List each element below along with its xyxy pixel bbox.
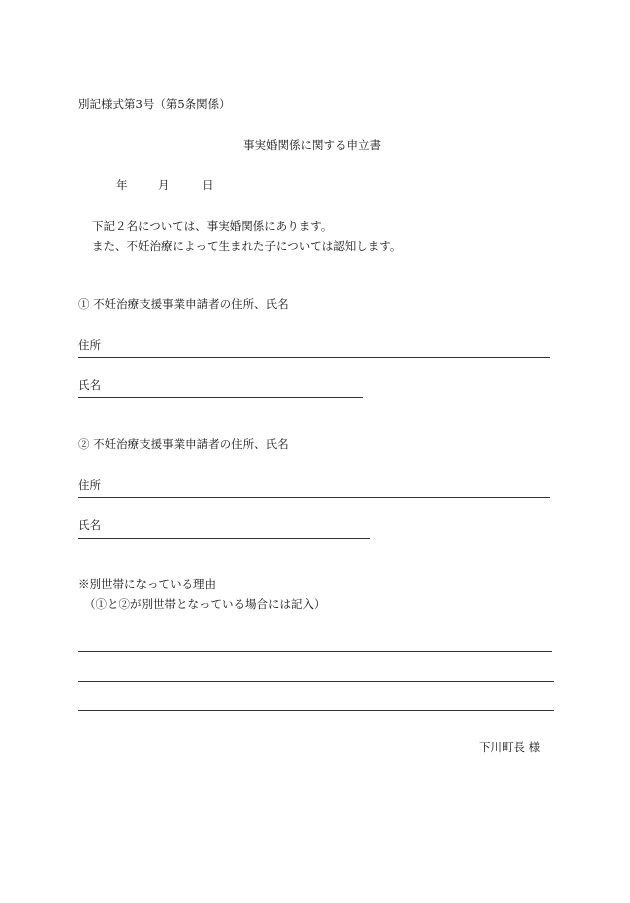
month-label: 月 xyxy=(158,178,170,192)
year-label: 年 xyxy=(116,178,128,192)
reason-line-3[interactable] xyxy=(78,710,554,711)
applicant-2-name-line[interactable] xyxy=(78,538,370,539)
applicant-1-address-line[interactable] xyxy=(78,357,550,358)
addressee: 下川町長 様 xyxy=(479,740,541,754)
applicant-1-heading: ① 不妊治療支援事業申請者の住所、氏名 xyxy=(78,297,289,311)
applicant-2-address-line[interactable] xyxy=(78,497,550,498)
day-label: 日 xyxy=(202,178,214,192)
applicant-2-name-label: 氏名 xyxy=(78,518,101,532)
applicant-1-address-label: 住所 xyxy=(78,338,101,352)
reason-line-2[interactable] xyxy=(78,681,554,682)
form-title: 事実婚関係に関する申立書 xyxy=(243,138,381,152)
form-number: 別記様式第3号（第5条関係） xyxy=(78,97,231,111)
reason-heading: ※別世帯になっている理由 xyxy=(78,577,216,591)
reason-note: （①と②が別世帯となっている場合には記入） xyxy=(84,597,326,611)
applicant-1-name-label: 氏名 xyxy=(78,378,101,392)
statement-2: また、不妊治療によって生まれた子については認知します。 xyxy=(92,239,402,253)
statement-1: 下記２名については、事実婚関係にあります。 xyxy=(92,219,333,233)
reason-line-1[interactable] xyxy=(78,651,552,652)
applicant-1-name-line[interactable] xyxy=(78,397,363,398)
applicant-2-heading: ② 不妊治療支援事業申請者の住所、氏名 xyxy=(78,437,289,451)
applicant-2-address-label: 住所 xyxy=(78,478,101,492)
